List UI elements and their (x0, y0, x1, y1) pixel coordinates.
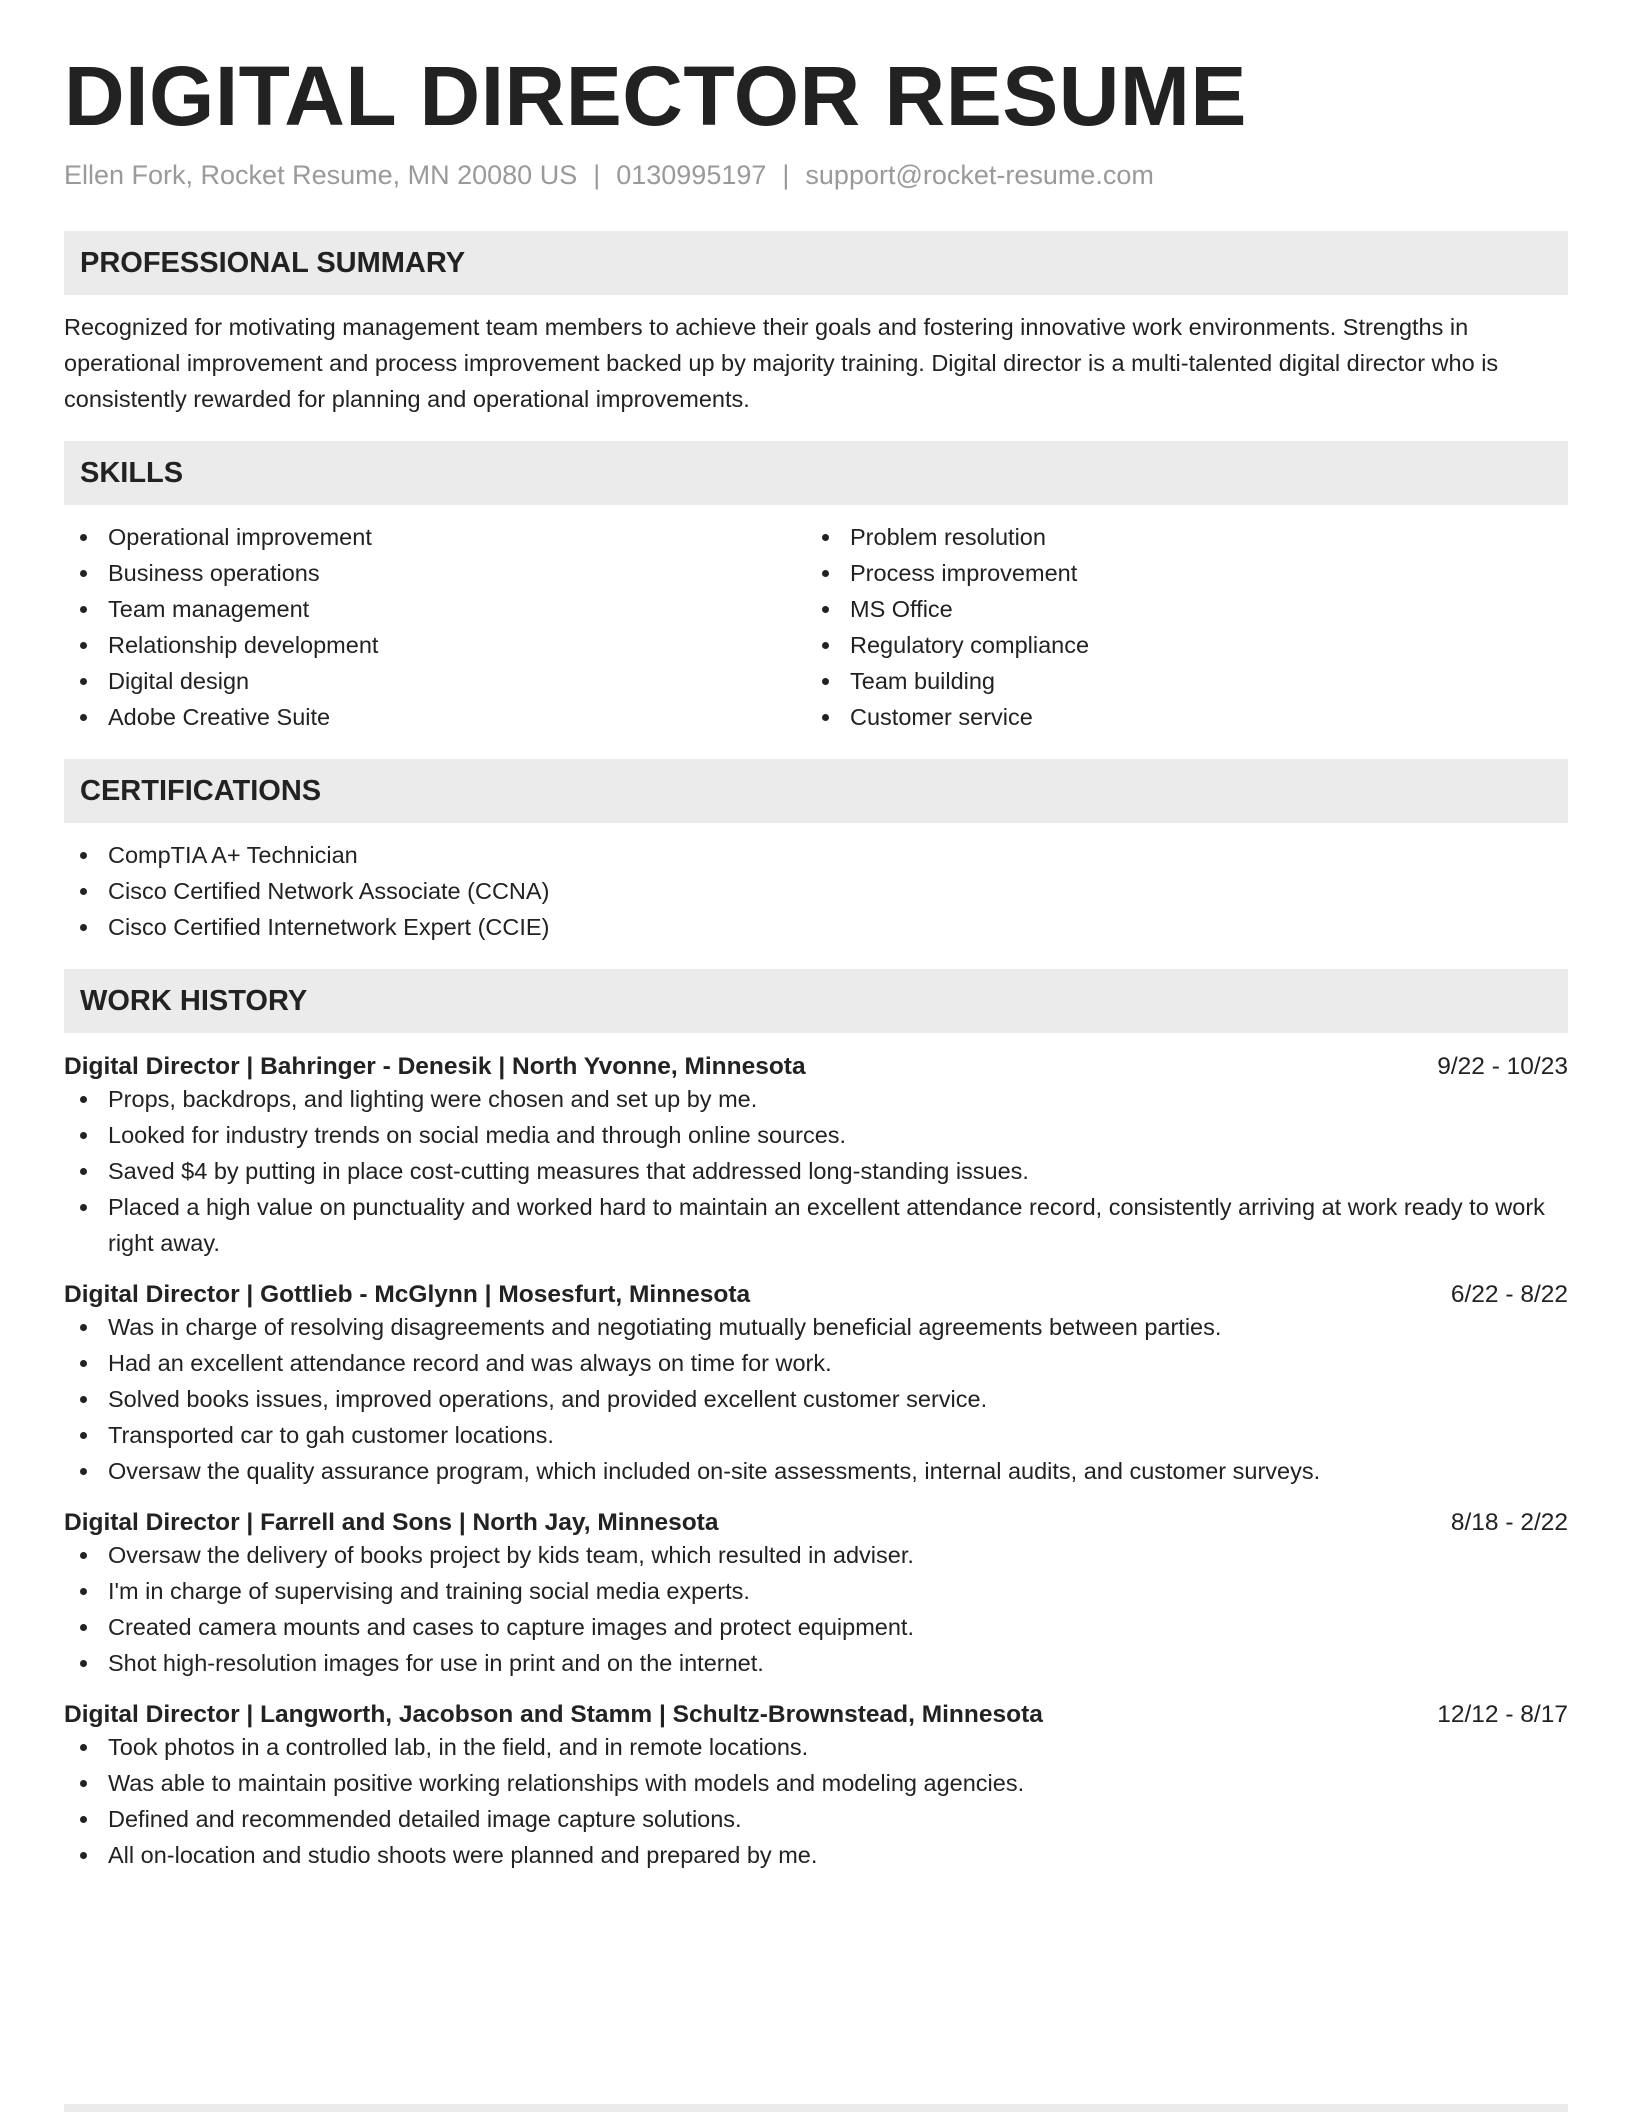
section-header-skills: SKILLS (64, 441, 1568, 505)
job-dates: 6/22 - 8/22 (1450, 1281, 1568, 1309)
skills-column-right (806, 519, 1548, 735)
job-bullet: Had an excellent attendance record and was always on time for work. (64, 1345, 1568, 1381)
skill-item: Relationship development (64, 627, 806, 663)
certifications-list (64, 837, 1568, 945)
skill-item: Operational improvement (64, 519, 806, 555)
job-bullet: I'm in charge of supervising and training social media experts. (64, 1573, 1568, 1609)
job-bullets (64, 1537, 1568, 1681)
skill-item: Customer service (806, 699, 1548, 735)
job-bullet: All on-location and studio shoots were planned and prepared by me. (64, 1837, 1568, 1873)
contact-email: support@rocket-resume.com (805, 160, 1154, 191)
job-dates: 8/18 - 2/22 (1450, 1509, 1568, 1537)
job-title: Digital Director | Langworth, Jacobson and Stamm | Schultz-Brownstead, Minnesota (64, 1701, 1043, 1729)
contact-separator: | (593, 160, 601, 191)
summary-text: Recognized for motivating management team members to achieve their goals and fostering innovative work environments. Strengths in operational improvement and process improvement backed up by majority training. Digital director is a multi-talented digital director who is consistently rewarded for planning and operational improvements. (64, 314, 1499, 413)
skill-item: Business operations (64, 555, 806, 591)
certification-item: Cisco Certified Internetwork Expert (CCIE) (64, 909, 1568, 945)
job-dates: 12/12 - 8/17 (1437, 1701, 1568, 1729)
job-header (64, 1281, 1568, 1309)
job-bullet: Oversaw the delivery of books project by kids team, which resulted in adviser. (64, 1537, 1568, 1573)
job-entry (64, 1701, 1568, 1873)
job-bullet: Saved $4 by putting in place cost-cutting measures that addressed long-standing issues. (64, 1153, 1568, 1189)
job-bullet: Was able to maintain positive working relationships with models and modeling agencies. (64, 1765, 1568, 1801)
skill-item: Team building (806, 663, 1548, 699)
skills-column-left (64, 519, 806, 735)
skill-item: Regulatory compliance (806, 627, 1548, 663)
job-bullet: Defined and recommended detailed image capture solutions. (64, 1801, 1568, 1837)
skills-list-left (64, 519, 806, 735)
skill-item: Digital design (64, 663, 806, 699)
job-bullet: Was in charge of resolving disagreements and negotiating mutually beneficial agreements between parties. (64, 1309, 1568, 1345)
job-dates: 9/22 - 10/23 (1437, 1053, 1568, 1081)
job-bullets (64, 1729, 1568, 1873)
skill-item: Problem resolution (806, 519, 1548, 555)
job-bullet: Transported car to gah customer locations. (64, 1417, 1568, 1453)
job-bullet: Oversaw the quality assurance program, which included on-site assessments, internal audits, and customer surveys. (64, 1453, 1568, 1489)
skill-item: MS Office (806, 591, 1548, 627)
job-title: Digital Director | Farrell and Sons | North Jay, Minnesota (64, 1509, 719, 1537)
contact-phone: 0130995197 (616, 160, 767, 191)
contact-address: Ellen Fork, Rocket Resume, MN 20080 US (64, 160, 578, 191)
skills-list-right (806, 519, 1548, 735)
certification-item: CompTIA A+ Technician (64, 837, 1568, 873)
next-section-header-edge (64, 2104, 1568, 2112)
certification-item: Cisco Certified Network Associate (CCNA) (64, 873, 1568, 909)
contact-separator: | (782, 160, 790, 191)
job-bullet: Created camera mounts and cases to capture images and protect equipment. (64, 1609, 1568, 1645)
job-title: Digital Director | Bahringer - Denesik | North Yvonne, Minnesota (64, 1053, 806, 1081)
job-title: Digital Director | Gottlieb - McGlynn | Mosesfurt, Minnesota (64, 1281, 751, 1309)
job-bullets (64, 1309, 1568, 1489)
section-header-summary: PROFESSIONAL SUMMARY (64, 231, 1568, 295)
section-header-certifications: CERTIFICATIONS (64, 759, 1568, 823)
job-bullet: Props, backdrops, and lighting were chosen and set up by me. (64, 1081, 1568, 1117)
job-entry (64, 1509, 1568, 1681)
skill-item: Adobe Creative Suite (64, 699, 806, 735)
skill-item: Team management (64, 591, 806, 627)
job-entry (64, 1281, 1568, 1489)
job-bullets (64, 1081, 1568, 1261)
job-header (64, 1701, 1568, 1729)
job-header (64, 1053, 1568, 1081)
skill-item: Process improvement (806, 555, 1548, 591)
job-bullet: Took photos in a controlled lab, in the field, and in remote locations. (64, 1729, 1568, 1765)
job-bullet: Shot high-resolution images for use in print and on the internet. (64, 1645, 1568, 1681)
section-header-work-history: WORK HISTORY (64, 969, 1568, 1033)
job-entry (64, 1053, 1568, 1261)
job-bullet: Solved books issues, improved operations, and provided excellent customer service. (64, 1381, 1568, 1417)
job-bullet: Looked for industry trends on social media and through online sources. (64, 1117, 1568, 1153)
resume-title: DIGITAL DIRECTOR RESUME (64, 49, 1247, 143)
job-bullet: Placed a high value on punctuality and worked hard to maintain an excellent attendance record, consistently arriving at work ready to work right away. (64, 1189, 1568, 1261)
skills-grid (64, 519, 1568, 735)
contact-line (64, 160, 1568, 191)
job-header (64, 1509, 1568, 1537)
